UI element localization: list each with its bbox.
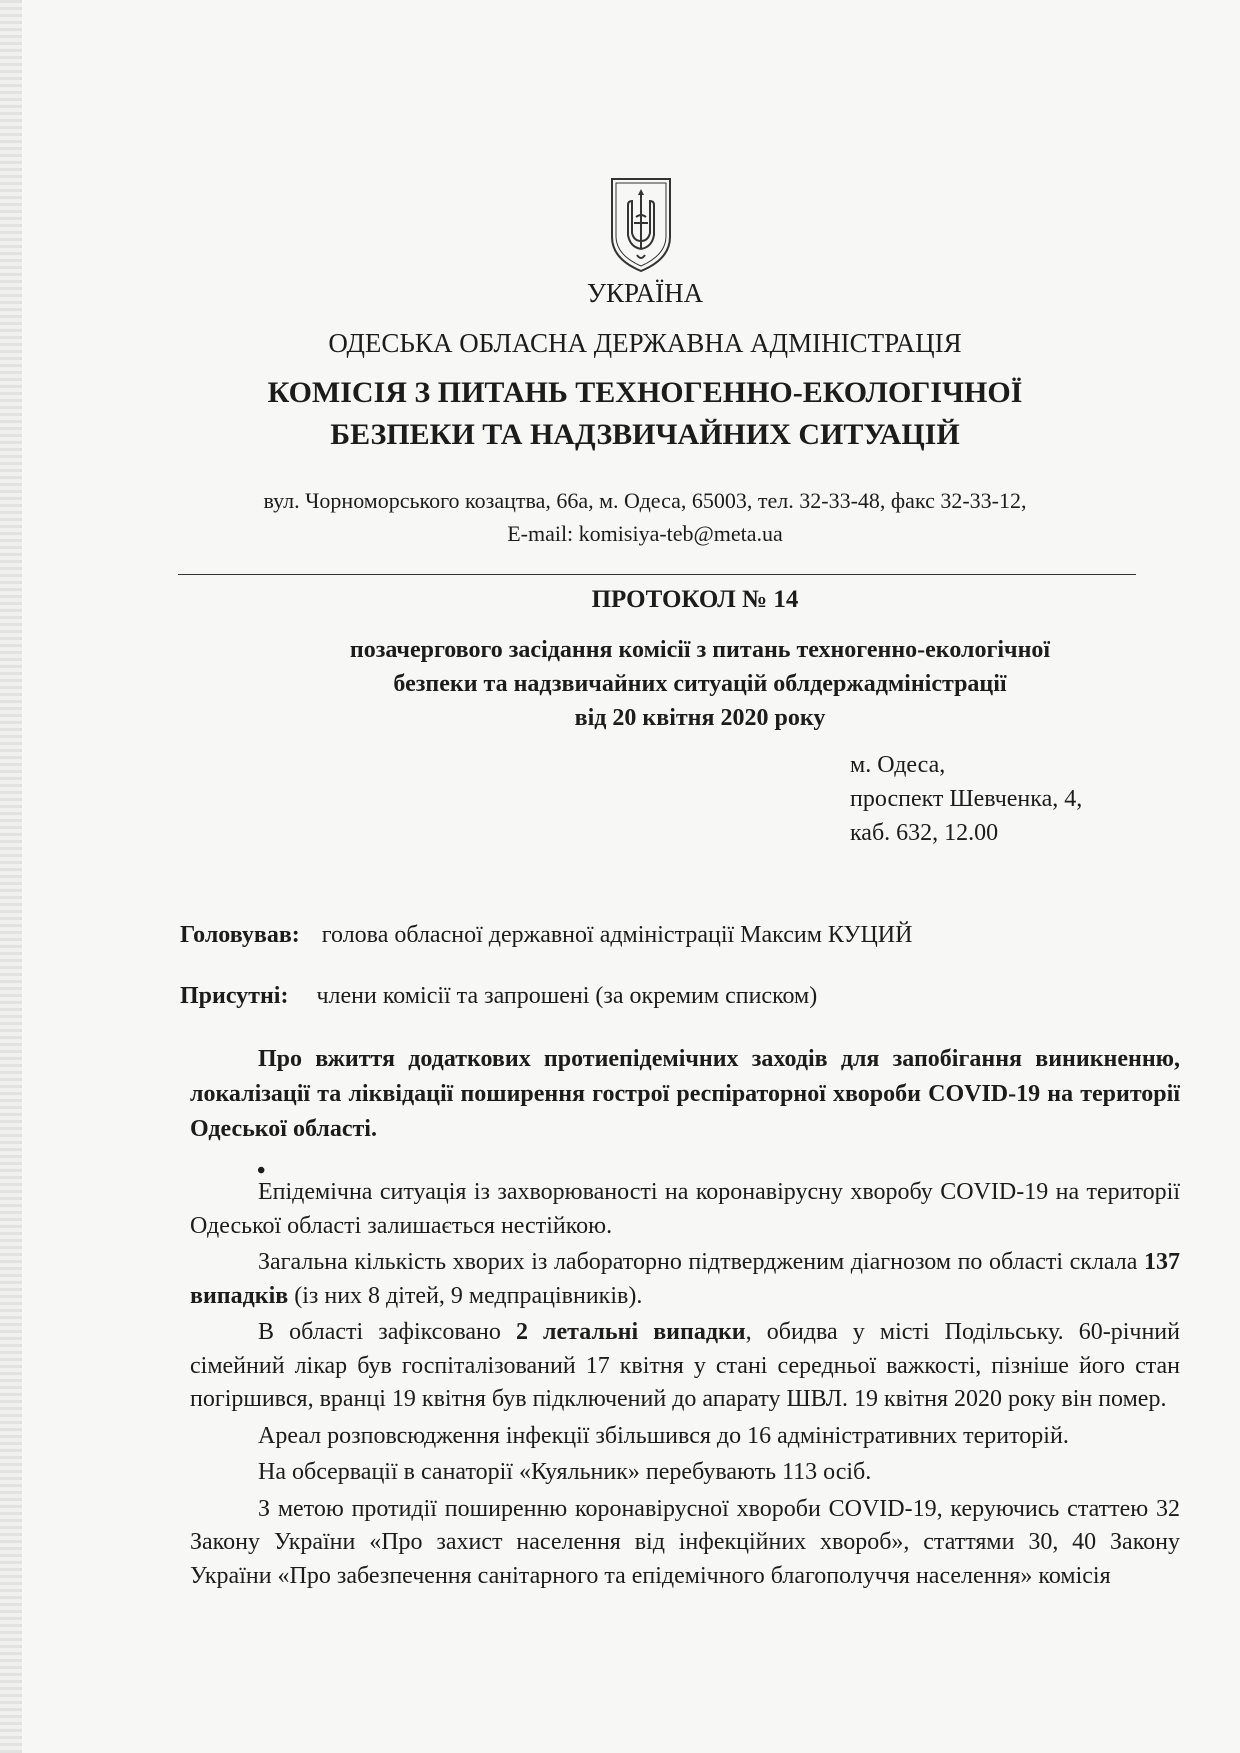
location-room-time: каб. 632, 12.00 <box>850 820 999 846</box>
administration-name: ОДЕСЬКА ОБЛАСНА ДЕРЖАВНА АДМІНІСТРАЦІЯ <box>328 328 962 358</box>
agenda-topic: Про вжиття додаткових протиепідемічних заходів для запобігання виникненню, локалізації та ліквідації поширення гострої респіраторної хвороби COVID-19 на території Одеської області. <box>190 1046 1180 1142</box>
paragraph-fatal-cases <box>190 1316 1180 1417</box>
paragraph-epidemic-situation: Епідемічна ситуація із захворюваності на коронавірусну хворобу COVID-19 на території Одеської області залишається нестійкою. <box>190 1179 1180 1239</box>
commission-line-2: БЕЗПЕКИ ТА НАДЗВИЧАЙНИХ СИТУАЦІЙ <box>330 418 960 451</box>
location-city: м. Одеса, <box>850 752 946 778</box>
text: (із них 8 дітей, 9 медпрацівників). <box>288 1282 643 1309</box>
protocol-title: ПРОТОКОЛ № 14 <box>591 586 799 613</box>
location-street: проспект Шевченка, 4, <box>850 786 1083 812</box>
email-line: E-mail: komisiya-teb@meta.ua <box>507 521 783 546</box>
protocol-body <box>190 1176 1180 1596</box>
chaired-value: голова обласної державної адміністрації Максим КУЦИЙ <box>321 922 913 948</box>
paragraph-spread-area: Ареал розповсюдження інфекції збільшився до 16 адміністративних територій. <box>258 1422 1069 1449</box>
present-label: Присутні: <box>180 983 289 1009</box>
address-line: вул. Чорноморського козацтва, 66а, м. Одеса, 65003, тел. 32-33-48, факс 32-33-12, <box>263 488 1027 513</box>
text: Загальна кількість хворих із лабораторно підтвердженим діагнозом по області склала <box>258 1249 1144 1275</box>
paragraph-legal-basis: З метою протидії поширенню коронавірусної хвороби COVID-19, керуючись статтею 32 Закону України «Про захист населення від інфекційних хвороб», статтями 30, 40 Закону України «Про забезпечення санітарного та епідемічного благополуччя населення» комісія <box>190 1495 1180 1589</box>
coat-of-arms-icon <box>606 175 676 275</box>
chaired-row <box>180 922 912 949</box>
present-value: члени комісії та запрошені (за окремим списком) <box>316 983 818 1009</box>
paragraph-total-cases <box>190 1246 1180 1313</box>
fatal-count: 2 летальні випадки <box>515 1319 746 1345</box>
present-row <box>180 983 817 1010</box>
country-name: УКРАЇНА <box>586 278 704 308</box>
contact-address <box>0 484 1240 550</box>
text: , обидва у місті Подільську. 60-річний сімейний лікар був госпіталізований 17 квітня у стані середньої важкості, пізніше його стан погіршився, вранці 19 квітня був підключений до апарату ШВЛ. 19 квітня 2020 року він помер. <box>190 1319 1180 1412</box>
chaired-label: Головував: <box>180 922 300 948</box>
bullet-mark: • <box>257 1158 266 1184</box>
meeting-location <box>850 748 1082 850</box>
subtitle-line-2: безпеки та надзвичайних ситуацій облдержадміністрації <box>393 671 1007 697</box>
header-divider <box>178 574 1136 575</box>
paragraph-observation: На обсервації в санаторії «Куяльник» перебувають 113 осіб. <box>258 1459 872 1485</box>
commission-name <box>0 372 1240 456</box>
meeting-date: від 20 квітня 2020 року <box>574 705 826 731</box>
cases-count: 137 випадків <box>190 1249 1180 1309</box>
text: В області зафіксовано <box>258 1319 516 1345</box>
commission-line-1: КОМІСІЯ З ПИТАНЬ ТЕХНОГЕННО-ЕКОЛОГІЧНОЇ <box>267 376 1023 409</box>
subtitle-line-1: позачергового засідання комісії з питань техногенно-екологічної <box>349 637 1051 663</box>
protocol-subtitle <box>0 633 1240 735</box>
